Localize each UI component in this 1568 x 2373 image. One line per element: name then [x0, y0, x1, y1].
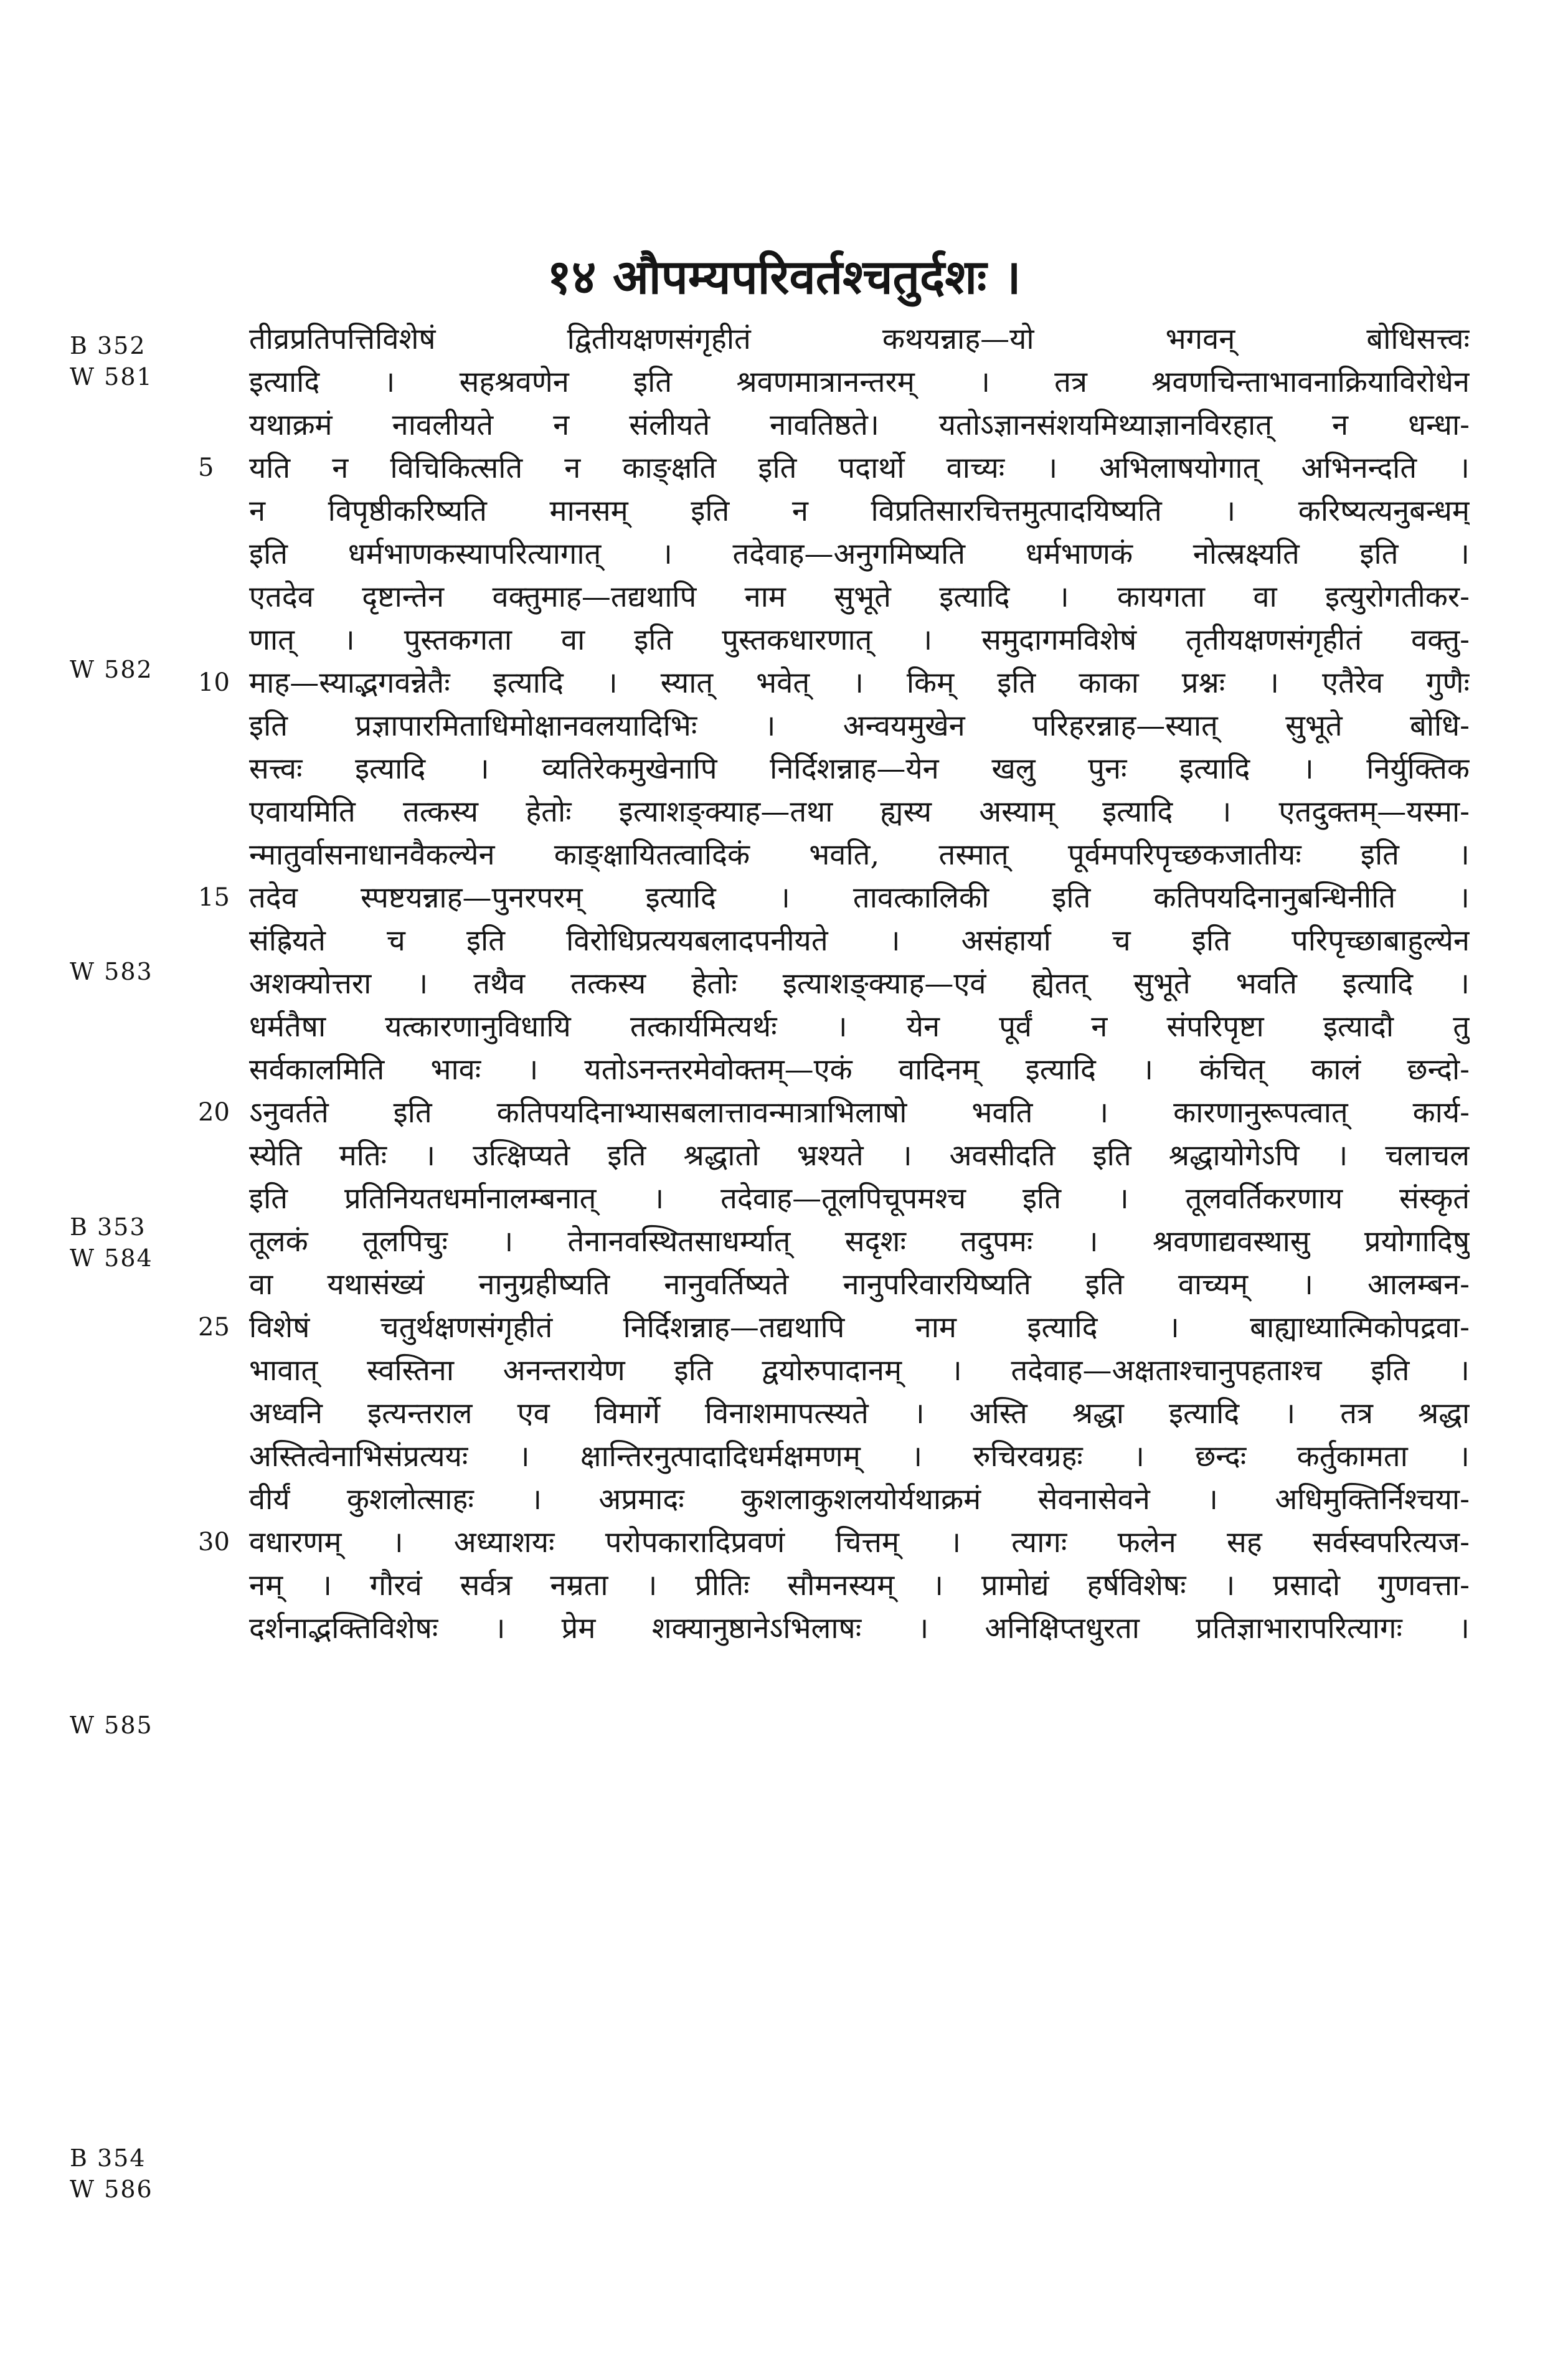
text-line: न विपृष्ठीकरिष्यति मानसम् इति न विप्रतिसारचित्तमुत्पादयिष्यति । करिष्यत्यनुबन्धम् — [249, 494, 1470, 528]
text-line: णात् । पुस्तकगता वा इति पुस्तकधारणात् । समुदागमविशेषं तृतीयक्षणसंगृहीतं वक्तु- — [249, 623, 1470, 657]
text-line: वीर्यं कुशलोत्साहः । अप्रमादः कुशलाकुशलयोर्यथाक्रमं सेवनासेवने । अधिमुक्तिर्निश्चया- — [249, 1482, 1470, 1517]
text-line: इति धर्मभाणकस्यापरित्यागात् । तदेवाह—अनुगमिष्यति धर्मभाणकं नोत्स्रक्ष्यति इति । — [249, 537, 1470, 571]
main-text — [249, 318, 1470, 1650]
text-line: स्येति मतिः । उत्क्षिप्यते इति श्रद्धातो भ्रश्यते । अवसीदति इति श्रद्धायोगेऽपि । चलाचल — [249, 1139, 1470, 1173]
margin-reference: W 583 — [70, 958, 153, 985]
margin-reference: B 352 — [70, 332, 146, 359]
margin-reference: W 581 — [70, 363, 153, 391]
margin-reference: W 584 — [70, 1244, 153, 1272]
line-number: 15 — [198, 883, 230, 912]
chapter-heading: १४ औपम्यपरिवर्तश्चतुर्दशः । — [547, 249, 1021, 305]
text-line: अस्तित्वेनाभिसंप्रत्ययः । क्षान्तिरनुत्पादादिधर्मक्षमणम् । रुचिरवग्रहः । छन्दः कर्तुकामता । — [249, 1439, 1470, 1474]
line-number: 20 — [198, 1098, 230, 1127]
margin-reference: W 586 — [70, 2176, 153, 2203]
text-line: धर्मतैषा यत्कारणानुविधायि तत्कार्यमित्यर्थः । येन पूर्वं न संपरिपृष्टा इत्यादौ तु — [249, 1010, 1470, 1044]
text-line: माह—स्याद्भगवन्नेतैः इत्यादि । स्यात् भवेत् । किम् इति काका प्रश्नः । एतैरेव गुणैः — [249, 666, 1470, 700]
text-line: एवायमिति तत्कस्य हेतोः इत्याशङ्क्याह—तथा ह्यस्य अस्याम् इत्यादि । एतदुक्तम्—यस्मा- — [249, 795, 1470, 829]
text-line: इत्यादि । सहश्रवणेन इति श्रवणमात्रानन्तरम् । तत्र श्रवणचिन्ताभावनाक्रियाविरोधेन — [249, 365, 1470, 399]
text-line: दर्शनाद्भक्तिविशेषः । प्रेम शक्यानुष्ठानेऽभिलाषः । अनिक्षिप्तधुरता प्रतिज्ञाभारापरित्यागः । — [249, 1611, 1470, 1646]
text-line: ऽनुवर्तते इति कतिपयदिनाभ्यासबलात्तावन्मात्राभिलाषो भवति । कारणानुरूपत्वात् कार्य- — [249, 1096, 1470, 1130]
line-number: 5 — [198, 453, 214, 482]
margin-reference: W 585 — [70, 1712, 153, 1739]
text-line: सर्वकालमिति भावः । यतोऽनन्तरमेवोक्तम्—एकं वादिनम् इत्यादि । कंचित् कालं छन्दो- — [249, 1053, 1470, 1087]
line-number: 25 — [198, 1313, 230, 1342]
text-line: एतदेव दृष्टान्तेन वक्तुमाह—तद्यथापि नाम सुभूते इत्यादि । कायगता वा इत्युरोगतीकर- — [249, 580, 1470, 614]
margin-reference: W 582 — [70, 656, 153, 683]
text-line: वा यथासंख्यं नानुग्रहीष्यति नानुवर्तिष्यते नानुपरिवारयिष्यति इति वाच्यम् । आलम्बन- — [249, 1267, 1470, 1302]
text-line: वधारणम् । अध्याशयः परोपकारादिप्रवणं चित्तम् । त्यागः फलेन सह सर्वस्वपरित्यज- — [249, 1525, 1470, 1560]
line-number: 30 — [198, 1528, 230, 1556]
text-line: यथाक्रमं नावलीयते न संलीयते नावतिष्ठते। यतोऽज्ञानसंशयमिथ्याज्ञानविरहात् न धन्धा- — [249, 408, 1470, 442]
text-line: इति प्रतिनियतधर्मानालम्बनात् । तदेवाह—तूलपिचूपमश्च इति । तूलवर्तिकरणाय संस्कृतं — [249, 1182, 1470, 1216]
margin-reference: B 353 — [70, 1213, 146, 1241]
text-line: संह्रियते च इति विरोधिप्रत्ययबलादपनीयते । असंहार्या च इति परिपृच्छाबाहुल्येन — [249, 924, 1470, 958]
text-line: तदेव स्पष्टयन्नाह—पुनरपरम् इत्यादि । तावत्कालिकी इति कतिपयदिनानुबन्धिनीति । — [249, 881, 1470, 915]
text-line: भावात् स्वस्तिना अनन्तरायेण इति द्वयोरुपादानम् । तदेवाह—अक्षताश्चानुपहताश्च इति । — [249, 1353, 1470, 1388]
text-line: अध्वनि इत्यन्तराल एव विमार्गे विनाशमापत्स्यते । अस्ति श्रद्धा इत्यादि । तत्र श्रद्धा — [249, 1396, 1470, 1431]
text-line: तूलकं तूलपिचुः । तेनानवस्थितसाधर्म्यात् सदृशः तदुपमः । श्रवणाद्यवस्थासु प्रयोगादिषु — [249, 1224, 1470, 1259]
text-line: इति प्रज्ञापारमिताधिमोक्षानवलयादिभिः । अन्वयमुखेन परिहरन्नाह—स्यात् सुभूते बोधि- — [249, 709, 1470, 743]
text-line: सत्त्वः इत्यादि । व्यतिरेकमुखेनापि निर्दिशन्नाह—येन खलु पुनः इत्यादि । निर्युक्तिक — [249, 752, 1470, 786]
text-line: विशेषं चतुर्थक्षणसंगृहीतं निर्दिशन्नाह—तद्यथापि नाम इत्यादि । बाह्याध्यात्मिकोपद्रवा- — [249, 1310, 1470, 1345]
line-number: 10 — [198, 668, 230, 697]
margin-reference: B 354 — [70, 2144, 146, 2172]
text-line: न्मातुर्वासनाधानवैकल्येन काङ्क्षायितत्वादिकं भवति, तस्मात् पूर्वमपरिपृच्छकजातीयः इति । — [249, 838, 1470, 872]
text-line: अशक्योत्तरा । तथैव तत्कस्य हेतोः इत्याशङ्क्याह—एवं ह्येतत् सुभूते भवति इत्यादि । — [249, 967, 1470, 1001]
text-line: तीव्रप्रतिपत्तिविशेषं द्वितीयक्षणसंगृहीतं कथयन्नाह—यो भगवन् बोधिसत्त्वः — [249, 322, 1470, 356]
text-line: यति न विचिकित्सति न काङ्क्षति इति पदार्थो वाच्यः । अभिलाषयोगात् अभिनन्दति । — [249, 451, 1470, 485]
text-line: नम् । गौरवं सर्वत्र नम्रता । प्रीतिः सौमनस्यम् । प्रामोद्यं हर्षविशेषः । प्रसादो गुणवत्ता- — [249, 1568, 1470, 1603]
